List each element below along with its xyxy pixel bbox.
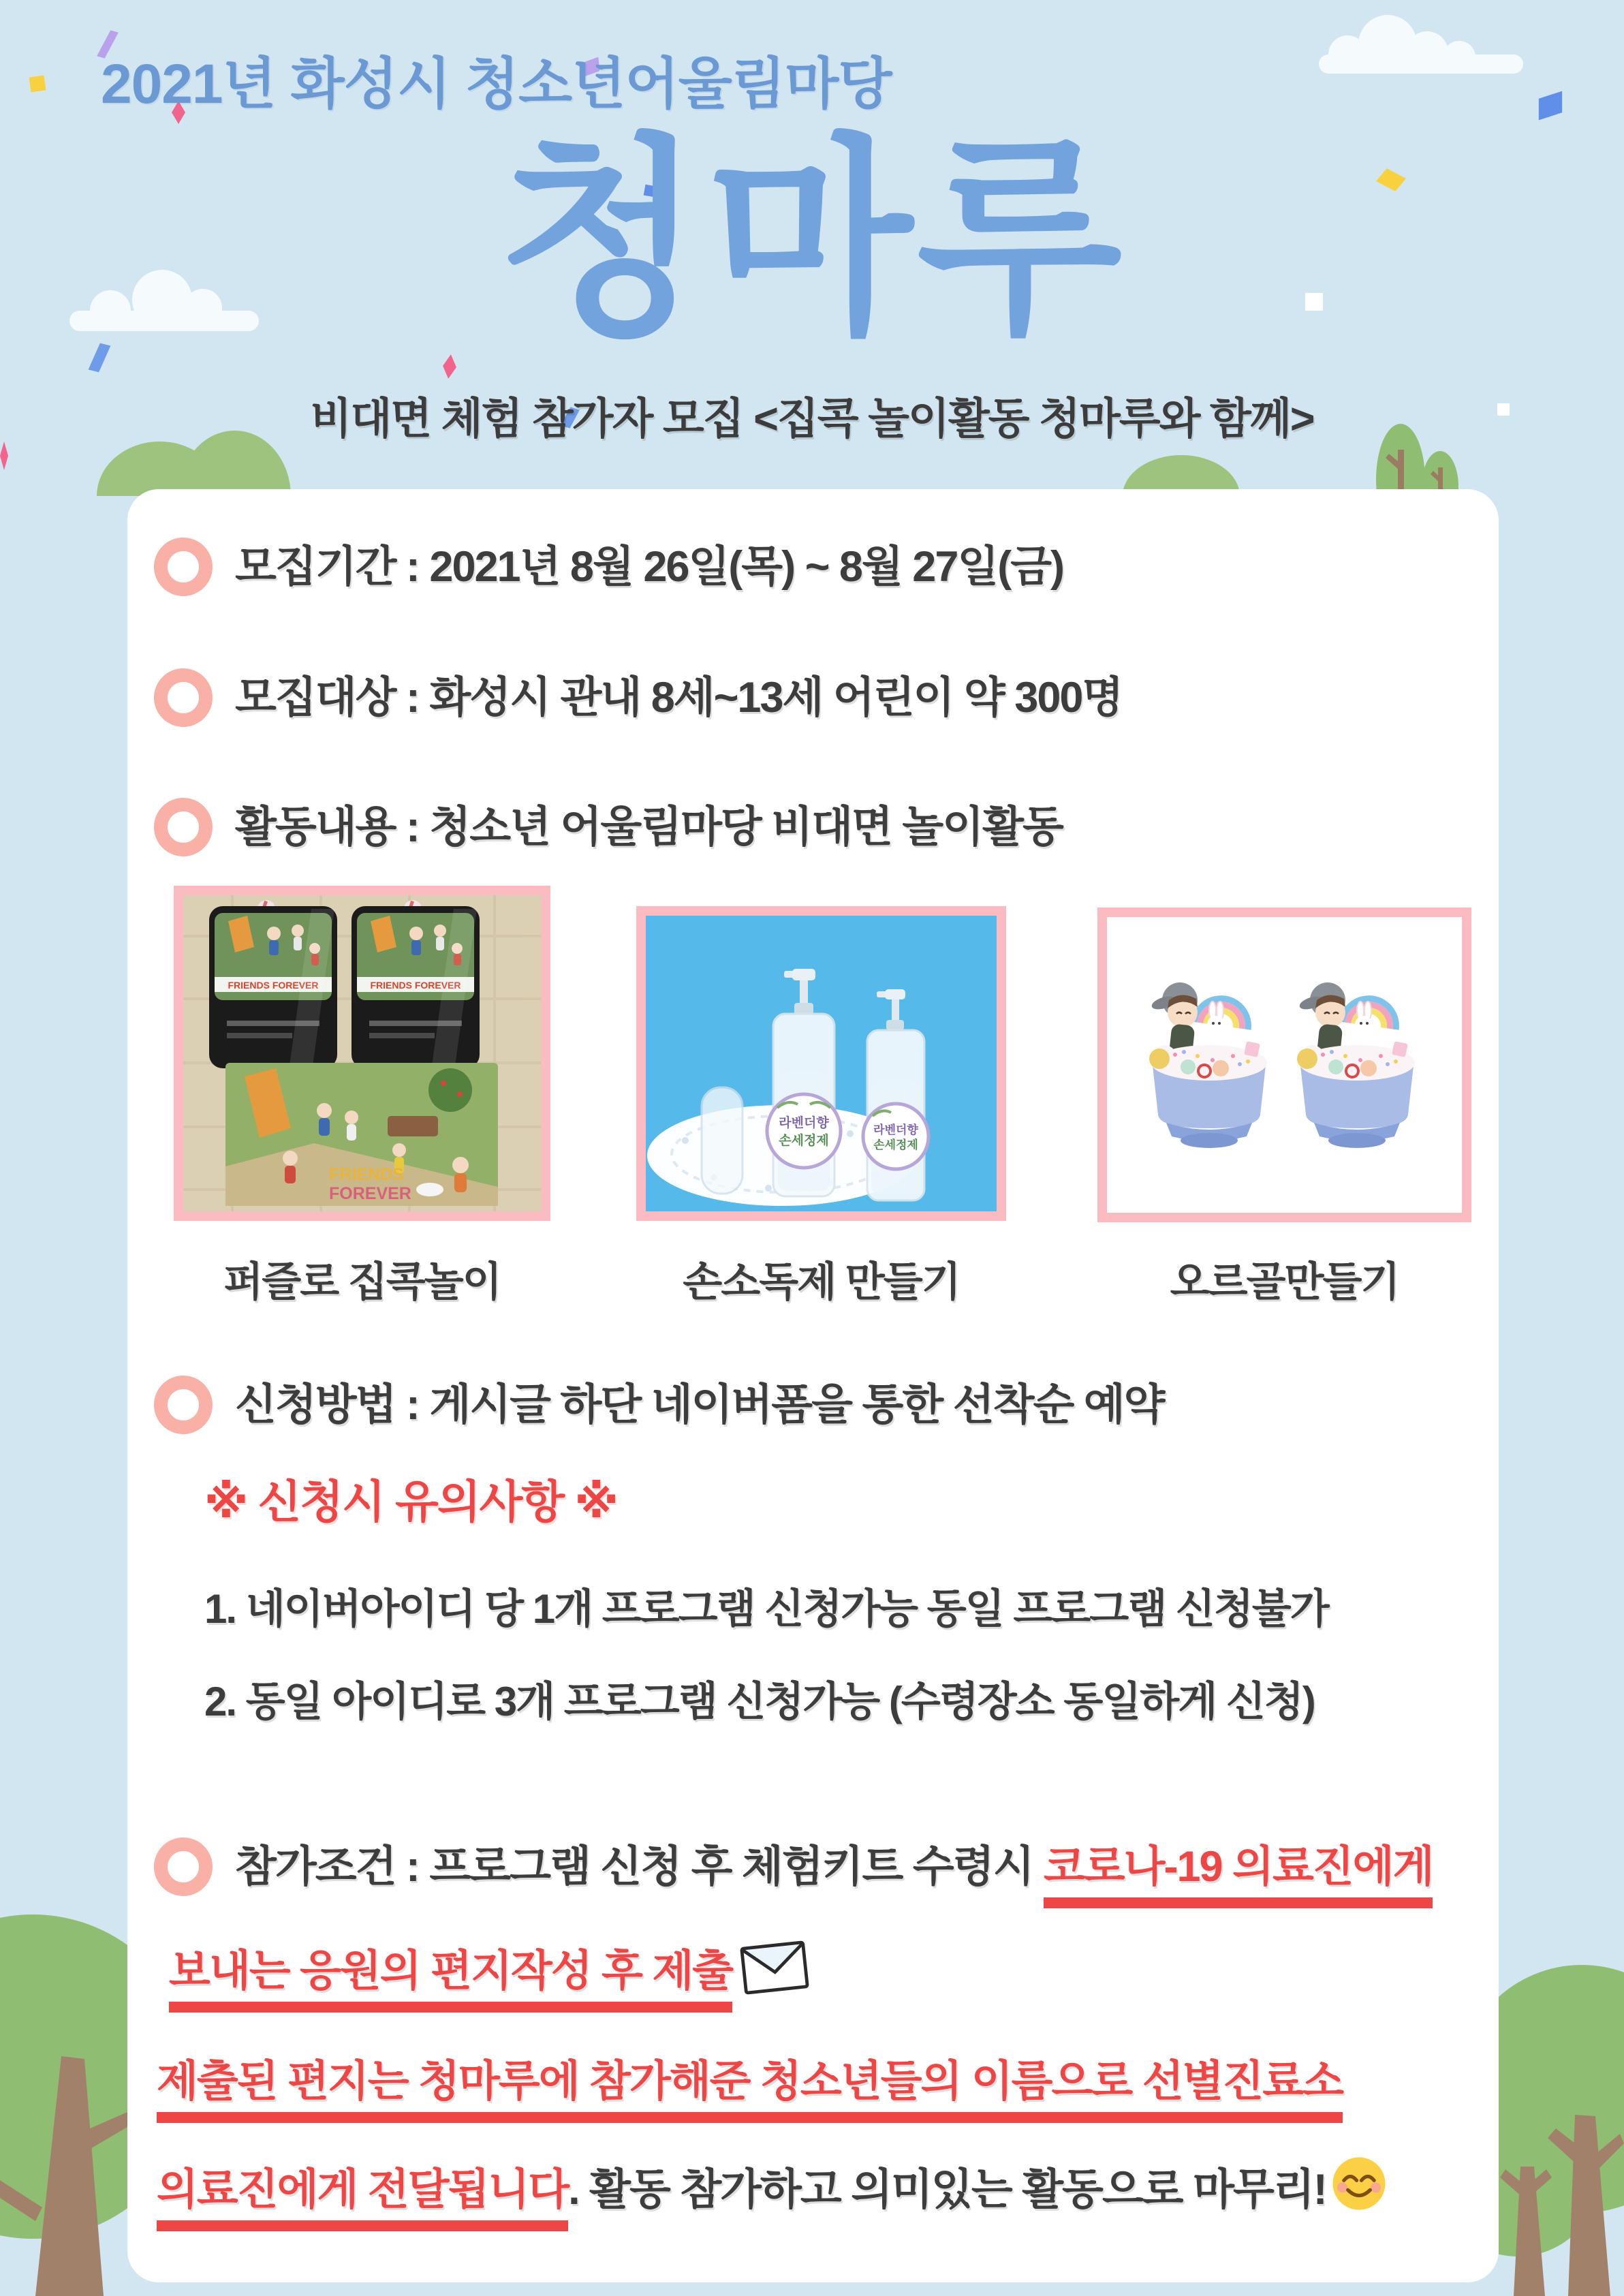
photo-hand-sanitizer xyxy=(636,906,1006,1221)
notice-headline: ※ 신청시 유의사항 ※ xyxy=(204,1476,617,1527)
bullet-ring xyxy=(154,538,213,596)
recruit-target: 모집대상 : 화성시 관내 8세~13세 어린이 약 300명 xyxy=(235,674,1123,722)
sanitizer-label-line1: 라벤더향 xyxy=(779,1116,829,1130)
photo-puzzle-kit xyxy=(174,886,550,1221)
condition-red-2: 보내는 응원의 편지작성 후 제출 xyxy=(169,1947,732,2013)
bullet-ring xyxy=(154,798,213,856)
condition-line-3 xyxy=(157,2052,1343,2111)
condition-prefix: 참가조건 : 프로그램 신청 후 체험키트 수령시 xyxy=(235,1843,1044,1891)
tin-text: FRIENDS FOREVER xyxy=(228,980,319,991)
condition-red-4: 의료진에게 전달됩니다 xyxy=(157,2166,568,2231)
condition-line-4 xyxy=(157,2155,1388,2219)
activity-content: 활동내용 : 청소년 어울림마당 비대면 놀이활동 xyxy=(235,803,1063,851)
notice-item-2: 2. 동일 아이디로 3개 프로그램 신청가능 (수령장소 동일하게 신청) xyxy=(204,1679,1315,1724)
sanitizer-label-line1: 라벤더향 xyxy=(873,1123,918,1136)
condition-closing: . 활동 참가하고 의미있는 활동으로 마무리! xyxy=(568,2166,1326,2214)
envelope-icon xyxy=(740,1940,810,1996)
puzzle-tin xyxy=(209,900,337,1068)
tin-text: FRIENDS FOREVER xyxy=(370,980,461,991)
confetti xyxy=(441,354,458,379)
confetti xyxy=(29,76,46,93)
smiling-face-emoji xyxy=(1330,2155,1388,2212)
puzzle-text-forever: FOREVER xyxy=(329,1184,411,1203)
photo-music-box xyxy=(1097,907,1471,1222)
caption-sanitizer: 손소독제 만들기 xyxy=(683,1259,960,1305)
sanitizer-label-line2: 손세정제 xyxy=(779,1134,829,1148)
puzzle-board xyxy=(225,1063,498,1206)
condition-red-1: 코로나-19 의료진에게 xyxy=(1044,1843,1433,1908)
caption-music-box: 오르골만들기 xyxy=(1170,1259,1399,1305)
puzzle-text-friends: FRIENDS xyxy=(329,1165,404,1184)
caption-puzzle: 퍼즐로 집콕놀이 xyxy=(223,1259,501,1305)
bullet-ring xyxy=(154,1837,213,1896)
condition-line-1 xyxy=(235,1837,1433,1896)
condition-line-2 xyxy=(169,1942,807,2000)
sanitizer-label-line2: 손세정제 xyxy=(873,1138,918,1151)
subtitle: 비대면 체험 참가자 모집 <집콕 놀이활동 청마루와 함께> xyxy=(310,395,1314,443)
page-title: 청마루 xyxy=(497,121,1127,358)
application-method: 신청방법 : 게시글 하단 네이버폼을 통한 선착순 예약 xyxy=(235,1381,1164,1429)
notice-item-1: 1. 네이버아이디 당 1개 프로그램 신청가능 동일 프로그램 신청불가 xyxy=(204,1586,1328,1632)
condition-red-3: 제출된 편지는 청마루에 참가해준 청소년들의 이름으로 선별진료소 xyxy=(157,2058,1343,2123)
confetti xyxy=(89,343,111,373)
cloud-right xyxy=(1319,30,1523,74)
bullet-ring xyxy=(154,1376,213,1434)
bullet-ring xyxy=(154,668,213,727)
trees-bottom-right xyxy=(1499,1906,1624,2296)
confetti xyxy=(1539,91,1562,121)
recruit-period: 모집기간 : 2021년 8월 26일(목) ~ 8월 27일(금) xyxy=(235,543,1064,591)
event-kicker: 2021년 화성시 청소년어울림마당 xyxy=(101,53,892,115)
puzzle-tin xyxy=(352,900,480,1068)
